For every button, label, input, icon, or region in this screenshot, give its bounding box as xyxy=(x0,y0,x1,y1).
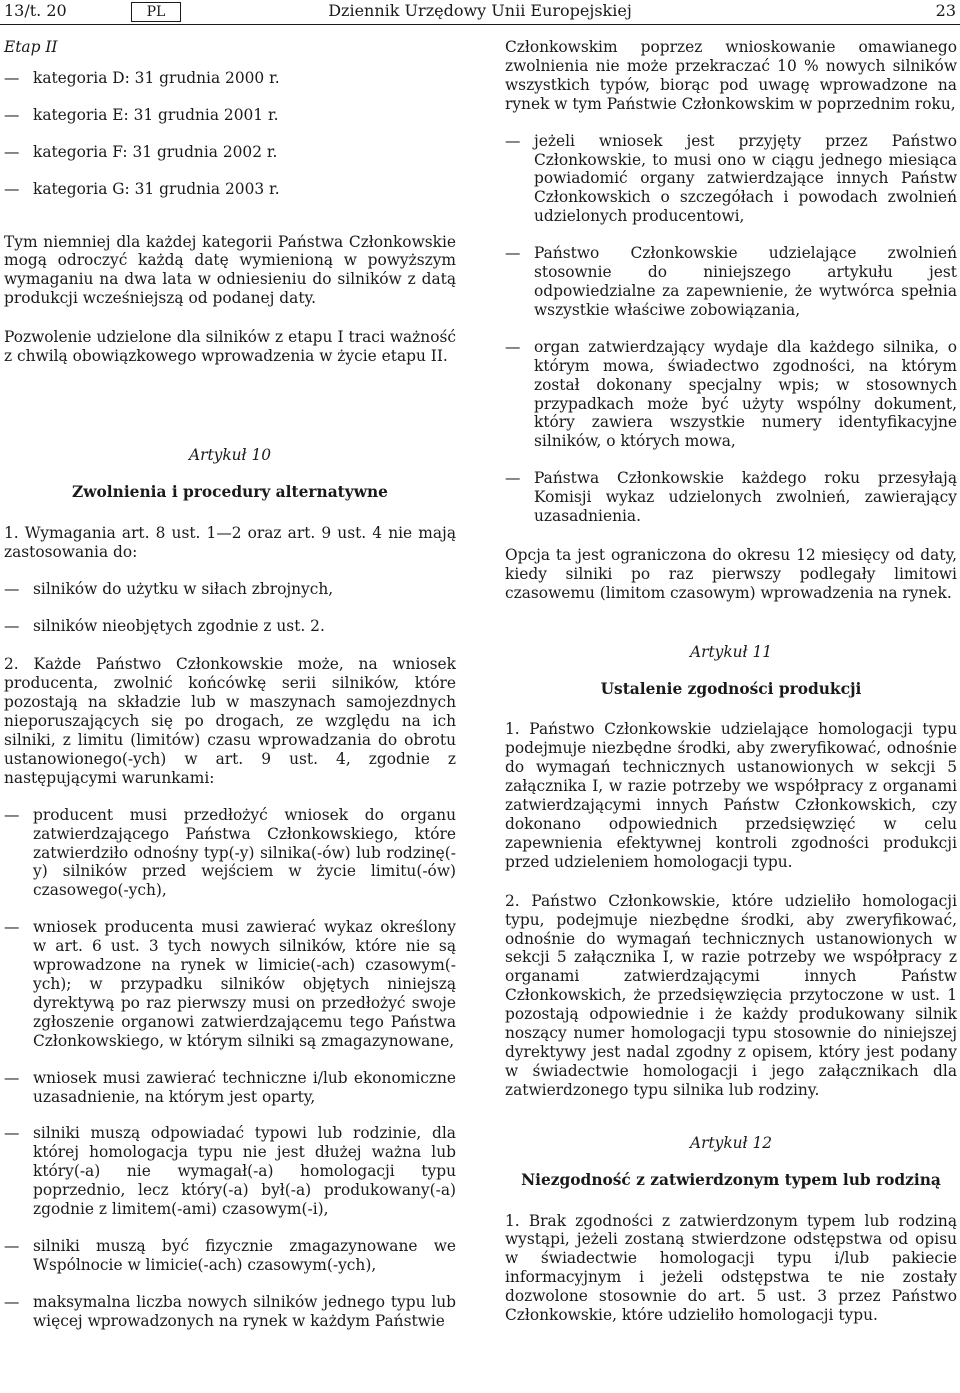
list-item: — Państwa Członkowskie każdego roku przesyłają Komisji wykaz udzielonych zwolnień, zawierający uzasadnienia. xyxy=(505,469,957,526)
article-title: Niezgodność z zatwierdzonym typem lub rodziną xyxy=(521,1170,941,1189)
paragraph: 1. Brak zgodności z zatwierdzonym typem lub rodziną wystąpi, jeżeli zostaną stwierdzone odstępstwa od opisu w świadectwie homologacji typu i/lub pakiecie informacyjnym i jeżeli odstępstwa te nie zostały dozwolone stosownie do art. 5 ust. 3 przez Państwo Członkowskie, które udzieliło homologacji typu. xyxy=(505,1211,957,1325)
article-number: Artykuł 11 xyxy=(689,642,773,661)
article-title: Zwolnienia i procedury alternatywne xyxy=(72,482,388,501)
paragraph: 2. Państwo Członkowskie, które udzieliło homologacji typu, podejmuje niezbędne środki, aby zweryfikować, odnośnie do wymagań technicznych ustanowionych w sekcji 5 załącznika I, w razie potrzeby we współpracy z organami zatwierdzającymi innych Państw Członkowskich, że przedsięwzięcia przytoczone w ust. 1 pozostają odpowiednie i że każdy produkowany silnik noszący numer homologacji typu stosownie do niniejszej dyrektywy jest nadal zgodny z opisem, który jest podany w świadectwie homologacji i jego załącznikach dla zatwierdzonego typu silnika lub rodziny. xyxy=(505,891,957,1099)
paragraph: 2. Każde Państwo Członkowskie może, na wniosek producenta, zwolnić końcówkę serii silników, które pozostają na składzie lub w maszynach samojezdnych nieporuszających się po drogach, ze względu na ich silniki, z limitu (limitów) czasu wprowadzania do obrotu ustanowionego(-ych) w art. 9 ust. 4, zgodnie z następującymi warunkami: xyxy=(4,655,456,787)
list-item: — jeżeli wniosek jest przyjęty przez Państwo Członkowskie, to musi ono w ciągu jednego miesiąca powiadomić organy zatwierdzające innych Państw Członkowskich o szczegółach i powodach zwolnień udzielonych producentowi, xyxy=(505,132,957,227)
paragraph: Opcja ta jest ograniczona do okresu 12 miesięcy od daty, kiedy silniki po raz pierwszy podlegały limitowi czasowemu (limitom czasowym) wprowadzenia na rynek. xyxy=(505,545,957,602)
paragraph: 1. Państwo Członkowskie udzielające homologacji typu podejmuje niezbędne środki, aby zweryfikować, odnośnie do wymagań technicznych ustanowionych w sekcji 5 załącznika I, w razie potrzeby we współpracy z organami zatwierdzającymi innych Państw Członkowskich, czy dokonano odpowiednich przedsięwzięć w celu zapewnienia efektywnej kontroli zgodności produkcji przed udzieleniem homologacji typu. xyxy=(505,720,957,871)
page-header xyxy=(0,0,960,26)
paragraph: Pozwolenie udzielone dla silników z etapu I traci ważność z chwilą obowiązkowego wprowadzenia w życie etapu II. xyxy=(4,328,456,366)
list-item: — kategoria E: 31 grudnia 2001 r. xyxy=(4,106,456,125)
list-item: — wniosek producenta musi zawierać wykaz określony w art. 6 ust. 3 tych nowych silników, które nie są wprowadzone na rynek w limicie(-ach) czasowym(-ych); w przypadku silników objętych niniejszą dyrektywą po raz pierwszy musi on przedłożyć swoje zgłoszenie organowi zatwierdzającemu tego Państwa Członkowskiego, w którym silniki są zmagazynowane, xyxy=(4,918,456,1050)
page-ref: 13/t. 20 xyxy=(4,1,67,20)
article-number: Artykuł 10 xyxy=(188,445,272,464)
list-item: — silników nieobjętych zgodnie z ust. 2. xyxy=(4,617,456,636)
language-box: PL xyxy=(131,2,181,22)
page-number: 23 xyxy=(935,1,956,20)
list-item: — kategoria G: 31 grudnia 2003 r. xyxy=(4,180,456,199)
list-item: — organ zatwierdzający wydaje dla każdego silnika, o którym mowa, świadectwo zgodności, na którym został dokonany specjalny wpis; w stosownych przypadkach może być użyty wspólny dokument, który zawiera wszystkie numery identyfikacyjne silników, o których mowa, xyxy=(505,338,957,451)
journal-title: Dziennik Urzędowy Unii Europejskiej xyxy=(328,1,632,20)
list-item: — Państwo Członkowskie udzielające zwolnień stosownie do niniejszego artykułu jest odpowiedzialne za zapewnienie, że wytwórca spełnia wszystkie właściwe zobowiązania, xyxy=(505,244,957,320)
list-item: — silników do użytku w siłach zbrojnych, xyxy=(4,580,456,599)
list-item: — silniki muszą być fizycznie zmagazynowane we Wspólnocie w limicie(-ach) czasowym(-ych), xyxy=(4,1237,456,1275)
list-item: — kategoria D: 31 grudnia 2000 r. xyxy=(4,69,456,88)
list-item: — wniosek musi zawierać techniczne i/lub ekonomiczne uzasadnienie, na którym jest oparty, xyxy=(4,1069,456,1107)
list-item: — kategoria F: 31 grudnia 2002 r. xyxy=(4,143,456,162)
header-rule xyxy=(0,24,960,25)
left-column xyxy=(4,38,456,1343)
right-column xyxy=(505,38,957,1345)
paragraph: Członkowskim poprzez wnioskowanie omawianego zwolnienia nie może przekraczać 10 % nowych silników wszystkich typów, biorąc pod uwagę wprowadzone na rynek w tym Państwie Członkowskim w poprzednim roku, xyxy=(505,38,957,113)
paragraph: 1. Wymagania art. 8 ust. 1—2 oraz art. 9 ust. 4 nie mają zastosowania do: xyxy=(4,523,456,561)
article-number: Artykuł 12 xyxy=(689,1133,773,1152)
article-title: Ustalenie zgodności produkcji xyxy=(600,679,862,698)
list-item: — producent musi przedłożyć wniosek do organu zatwierdzającego Państwa Członkowskiego, które zatwierdziło odnośny typ(-y) silnika(-ów) lub rodzinę(-y) silników przed wejściem w życie limitu(-ów) czasowego(-ych), xyxy=(4,806,456,901)
list-item: — maksymalna liczba nowych silników jednego typu lub więcej wprowadzonych na rynek w każdym Państwie xyxy=(4,1293,456,1331)
list-item: — silniki muszą odpowiadać typowi lub rodzinie, dla której homologacja typu nie jest dłużej ważna lub który(-a) nie wymagał(-a) homologacji typu poprzednio, lecz który(-a) był(-a) produkowany(-a) zgodnie z limitem(-ami) czasowym(-i), xyxy=(4,1124,456,1219)
stage-title: Etap II xyxy=(4,38,58,56)
paragraph: Tym niemniej dla każdej kategorii Państwa Członkowskie mogą odroczyć każdą datę wymienioną w powyższym wymaganiu na dwa lata w odniesieniu do silników z datą produkcji wcześniejszą od podanej daty. xyxy=(4,232,456,308)
